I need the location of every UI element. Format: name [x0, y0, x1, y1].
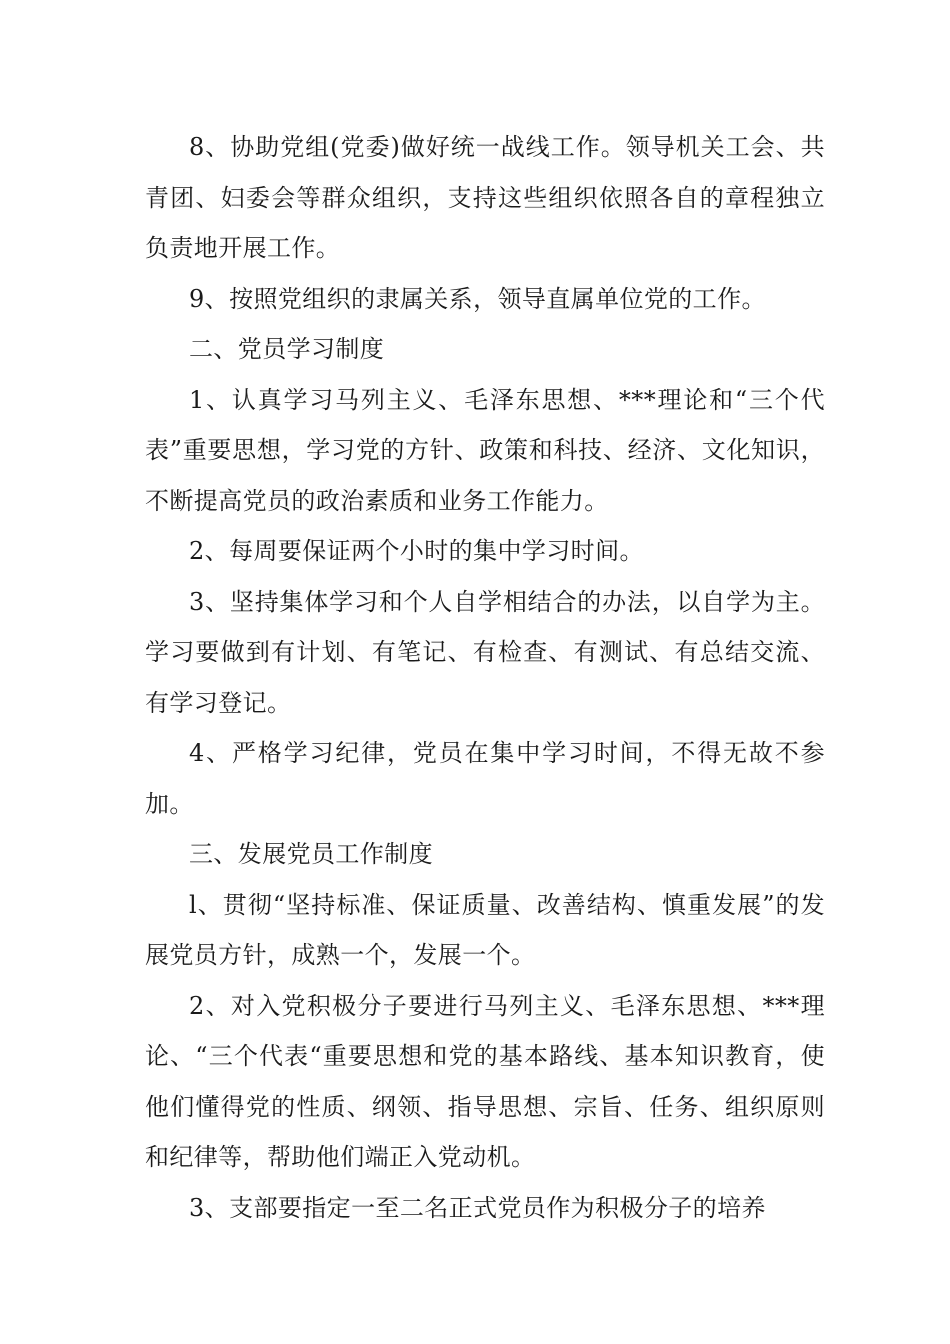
paragraph-development-3: 3、支部要指定一至二名正式党员作为积极分子的培养 [189, 1193, 766, 1222]
paragraph-study-3: 3、坚持集体学习和个人自学相结合的办法，以自学为主。学习要做到有计划、有笔记、有检查、有测试、有总结交流、有学习登记。 [145, 587, 825, 717]
section-heading-study-system: 二、党员学习制度 [189, 335, 385, 363]
paragraph-item-9: 9、按照党组织的隶属关系，领导直属单位党的工作。 [189, 284, 766, 313]
paragraph-development-2: 2、对入党积极分子要进行马列主义、毛泽东思想、***理论、“三个代表“重要思想和党的基本路线、基本知识教育，使他们懂得党的性质、纲领、指导思想、宗旨、任务、组织原则和纪律等，帮助他们端正入党动机。 [145, 991, 825, 1171]
section-heading-member-development: 三、发展党员工作制度 [189, 840, 433, 868]
paragraph-study-1: 1、认真学习马列主义、毛泽东思想、***理论和“三个代表”重要思想，学习党的方针、政策和科技、经济、文化知识，不断提高党员的政治素质和业务工作能力。 [145, 385, 825, 515]
paragraph-item-8: 8、协助党组(党委)做好统一战线工作。领导机关工会、共青团、妇委会等群众组织，支持这些组织依照各自的章程独立负责地开展工作。 [145, 133, 825, 262]
document-body [145, 122, 825, 1233]
paragraph-study-4: 4、严格学习纪律，党员在集中学习时间，不得无故不参加。 [145, 739, 825, 818]
paragraph-development-1: l、贯彻“坚持标准、保证质量、改善结构、慎重发展”的发展党员方针，成熟一个，发展一个。 [145, 890, 825, 969]
paragraph-study-2: 2、每周要保证两个小时的集中学习时间。 [189, 537, 644, 565]
